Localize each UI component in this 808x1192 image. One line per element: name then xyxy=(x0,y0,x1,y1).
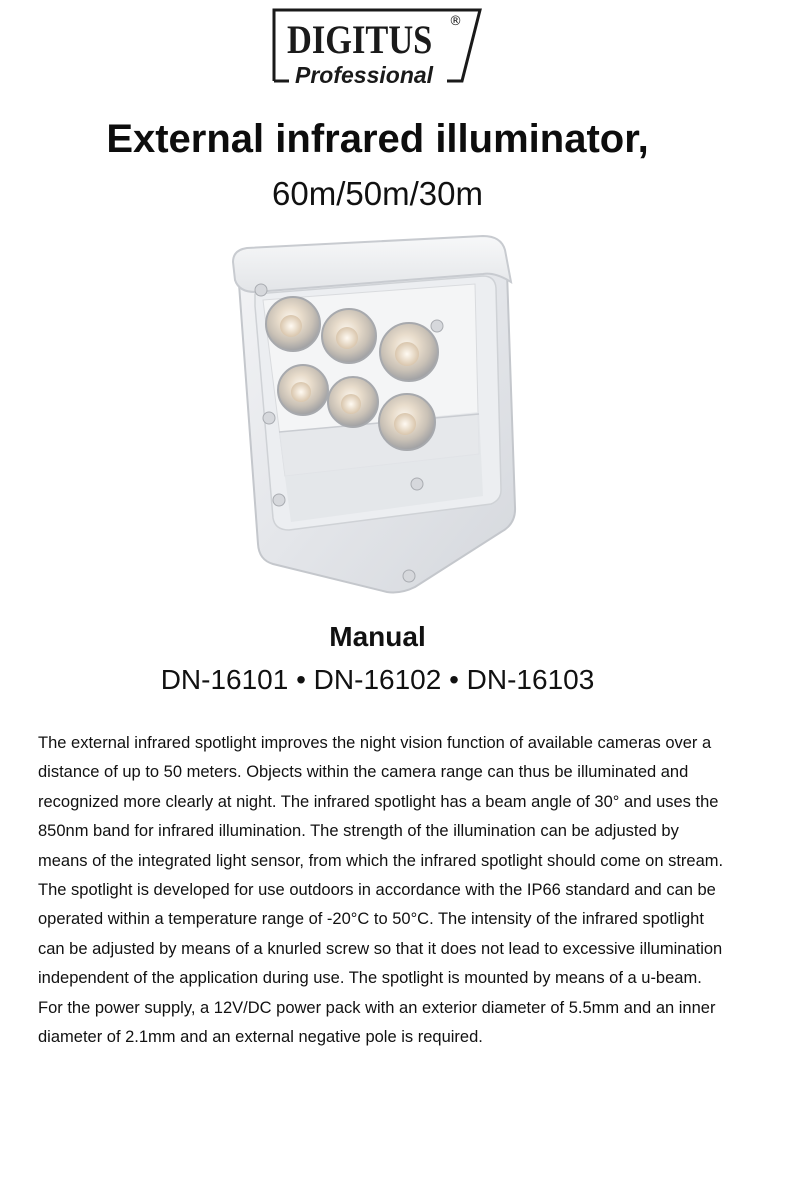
logo-brand-text: DIGITUS xyxy=(287,17,433,62)
digitus-logo xyxy=(271,8,483,88)
led-bottom-center xyxy=(328,377,378,427)
led-bottom-right xyxy=(379,394,435,450)
led-top-center xyxy=(322,309,376,363)
document-subtitle: 60m/50m/30m xyxy=(272,175,483,212)
logo-subline: Professional xyxy=(295,62,434,88)
logo-registered-mark: ® xyxy=(449,14,462,29)
led-top-left xyxy=(266,297,320,351)
product-photo xyxy=(225,232,535,594)
led-bottom-left xyxy=(278,365,328,415)
product-description: The external infrared spotlight improves the night vision function of available cameras over a distance of up to 50 meters. Objects within the camera range can thus be illuminated and recognized more clearly at night. The infrared spotlight has a beam angle of 30° and uses the 850nm band for infrared illumination. The strength of the illumination can be adjusted by means of the integrated light sensor, from which the infrared spotlight should come on stream. The spotlight is developed for use outdoors in accordance with the IP66 standard and can be operated within a temperature range of -20°C to 50°C. The intensity of the infrared spotlight can be adjusted by means of a knurled screw so that it does not lead to excessive illumination independent of the application during use. The spotlight is mounted by means of a u-beam. For the power supply, a 12V/DC power pack with an exterior diameter of 5.5mm and an inner diameter of 2.1mm and an external negative pole is required. xyxy=(38,734,724,1047)
document-title: External infrared illuminator, xyxy=(106,117,649,161)
led-top-right xyxy=(380,323,438,381)
model-numbers: DN-16101 • DN-16102 • DN-16103 xyxy=(160,664,595,695)
manual-label: Manual xyxy=(329,621,426,652)
